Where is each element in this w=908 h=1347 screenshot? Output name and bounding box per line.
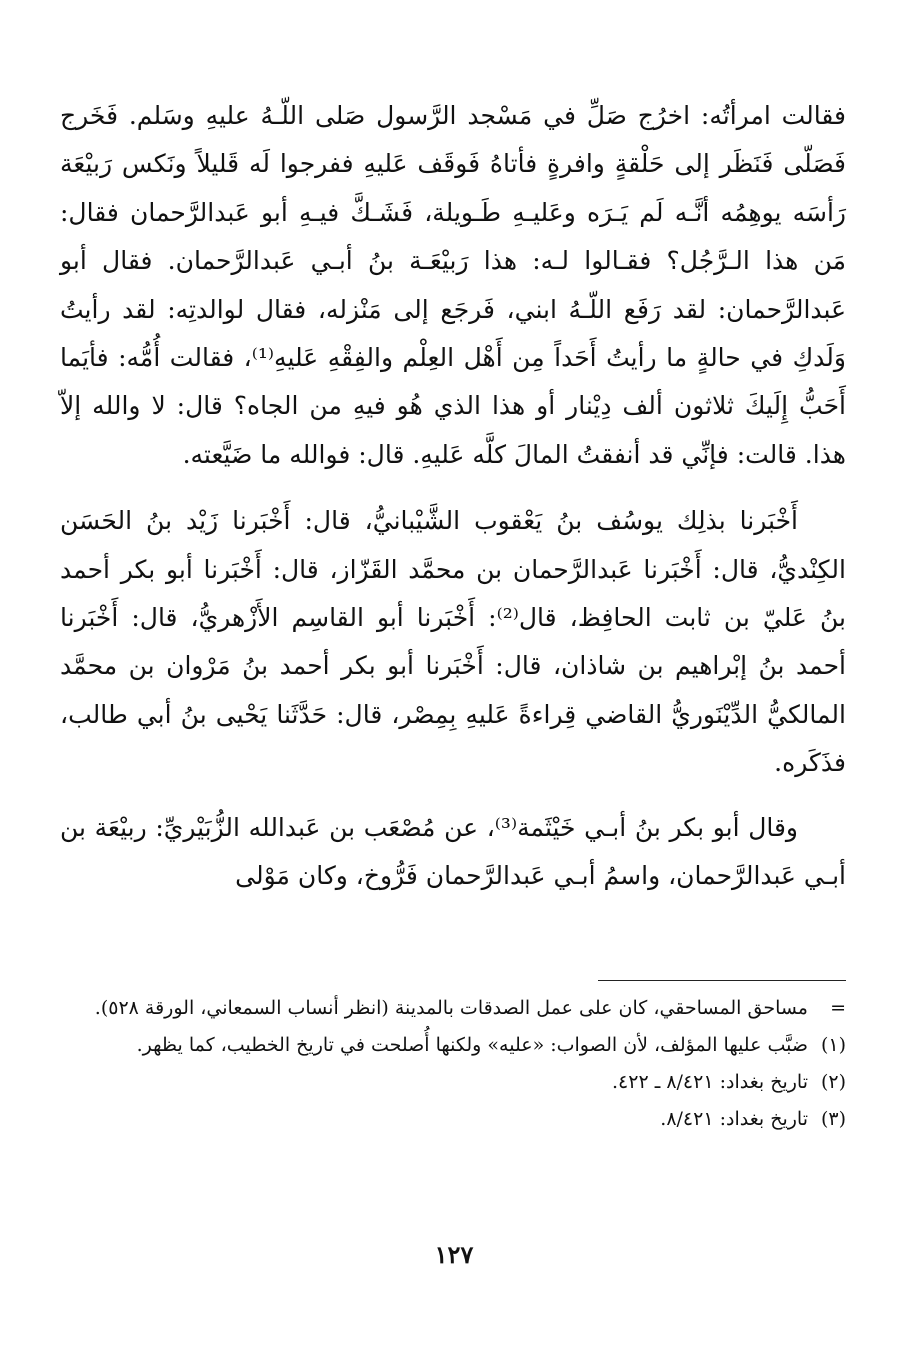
footnote-divider	[598, 980, 846, 981]
footnote-text: تاريخ بغداد: ٨/٤٢١ ـ ٤٢٢.	[611, 1071, 808, 1093]
footnote-marker: =	[830, 997, 846, 1019]
page-number: ١٢٧	[434, 1240, 474, 1269]
footnote	[60, 1103, 846, 1136]
footnote	[60, 1029, 846, 1062]
footnote	[60, 1066, 846, 1099]
footnote-marker: (٢)	[820, 1071, 846, 1093]
footnotes	[60, 992, 846, 1136]
paragraph: أَخْبَرنا بذلِك يوسُف بنُ يَعْقوب الشَّيْبانيُّ، قال: أَخْبَرنا زَيْد بنُ الحَسَن الكِنْديُّ، قال: أَخْبَرنا عَبدالرَّحمان بن محمَّد القَزّاز، قال: أَخْبَرنا أبو بكر أحمد بنُ عَليّ بن ثابت الحافِظ، قال⁽²⁾: أَخْبَرنا أبو القاسِم الأَزْهريُّ، قال: أَخْبَرنا أحمد بنُ إبْراهيم بن شاذان، قال: أَخْبَرنا أبو بكر أحمد بنُ مَرْوان بن محمَّد المالكيُّ الدِّيْنَوريُّ القاضي قِراءةً عَليهِ بِمِصْر، قال: حَدَّثَنا يَحْيى بنُ أبي طالب، فذَكَره.	[60, 506, 846, 778]
footnote-text: ضبَّب عليها المؤلف، لأن الصواب: «عليه» ولكنها أُصلحت في تاريخ الخطيب، كما يظهر.	[136, 1034, 808, 1056]
paragraph: فقالت امرأتُه: اخرُج صَلِّ في مَسْجد الرَّسول صَلى اللّـهُ عليهِ وسَلم. فَخَرج فَصَلّى فَنَظَر إلى حَلْقةٍ وافرةٍ فأتاهُ فَوقَف عَليهِ ففرجوا لَه قَليلاً ونَكس رَبيْعَة رَأسَه يوهِمُه أنَّـه لَم يَـرَه وعَليـهِ طَـويلة، فَشَـكَّ فيـهِ أبو عَبدالرَّحمان فقال: مَن هذا الـرَّجُل؟ فقـالوا لـه: هذا رَبيْعَـة بنُ أبـي عَبدالرَّحمان. فقال أبو عَبدالرَّحمان: لقد رَفَع اللّـهُ ابني، فَرجَع إلى مَنْزله، فقال لوالدتِه: لقد رأيتُ وَلَدكِ في حالةٍ ما رأيتُ أَحَداً مِن أَهْل العِلْم والفِقْهِ عَليهِ⁽¹⁾، فقالت أُمُّه: فأيَما أَحَبُّ إِلَيكَ ثلاثون ألف دِيْنار أو هذا الذي هُو فيهِ من الجاه؟ قال: لا والله إلاّ هذا. قالت: فإنِّي قد أنفقتُ المالَ كلَّه عَليهِ. قال: فوالله ما ضَيَّعته.	[60, 101, 846, 469]
footnote-text: تاريخ بغداد: ٨/٤٢١.	[660, 1108, 808, 1130]
footnote	[60, 992, 846, 1025]
footnote-marker: (٣)	[820, 1108, 846, 1130]
main-text	[60, 92, 846, 901]
footnote-marker: (١)	[820, 1034, 846, 1056]
paragraph: وقال أبو بكر بنُ أبـي خَيْثَمة⁽³⁾، عن مُصْعَب بن عَبدالله الزُّبَيْريِّ: ربيْعَة بن أبـي عَبدالرَّحمان، واسمُ أبـي عَبدالرَّحمان فَرُّوخ، وكان مَوْلى	[60, 812, 846, 891]
footnote-text: مساحق المساحقي، كان على عمل الصدقات بالمدينة (انظر أنساب السمعاني، الورقة ٥٢٨).	[94, 997, 808, 1019]
